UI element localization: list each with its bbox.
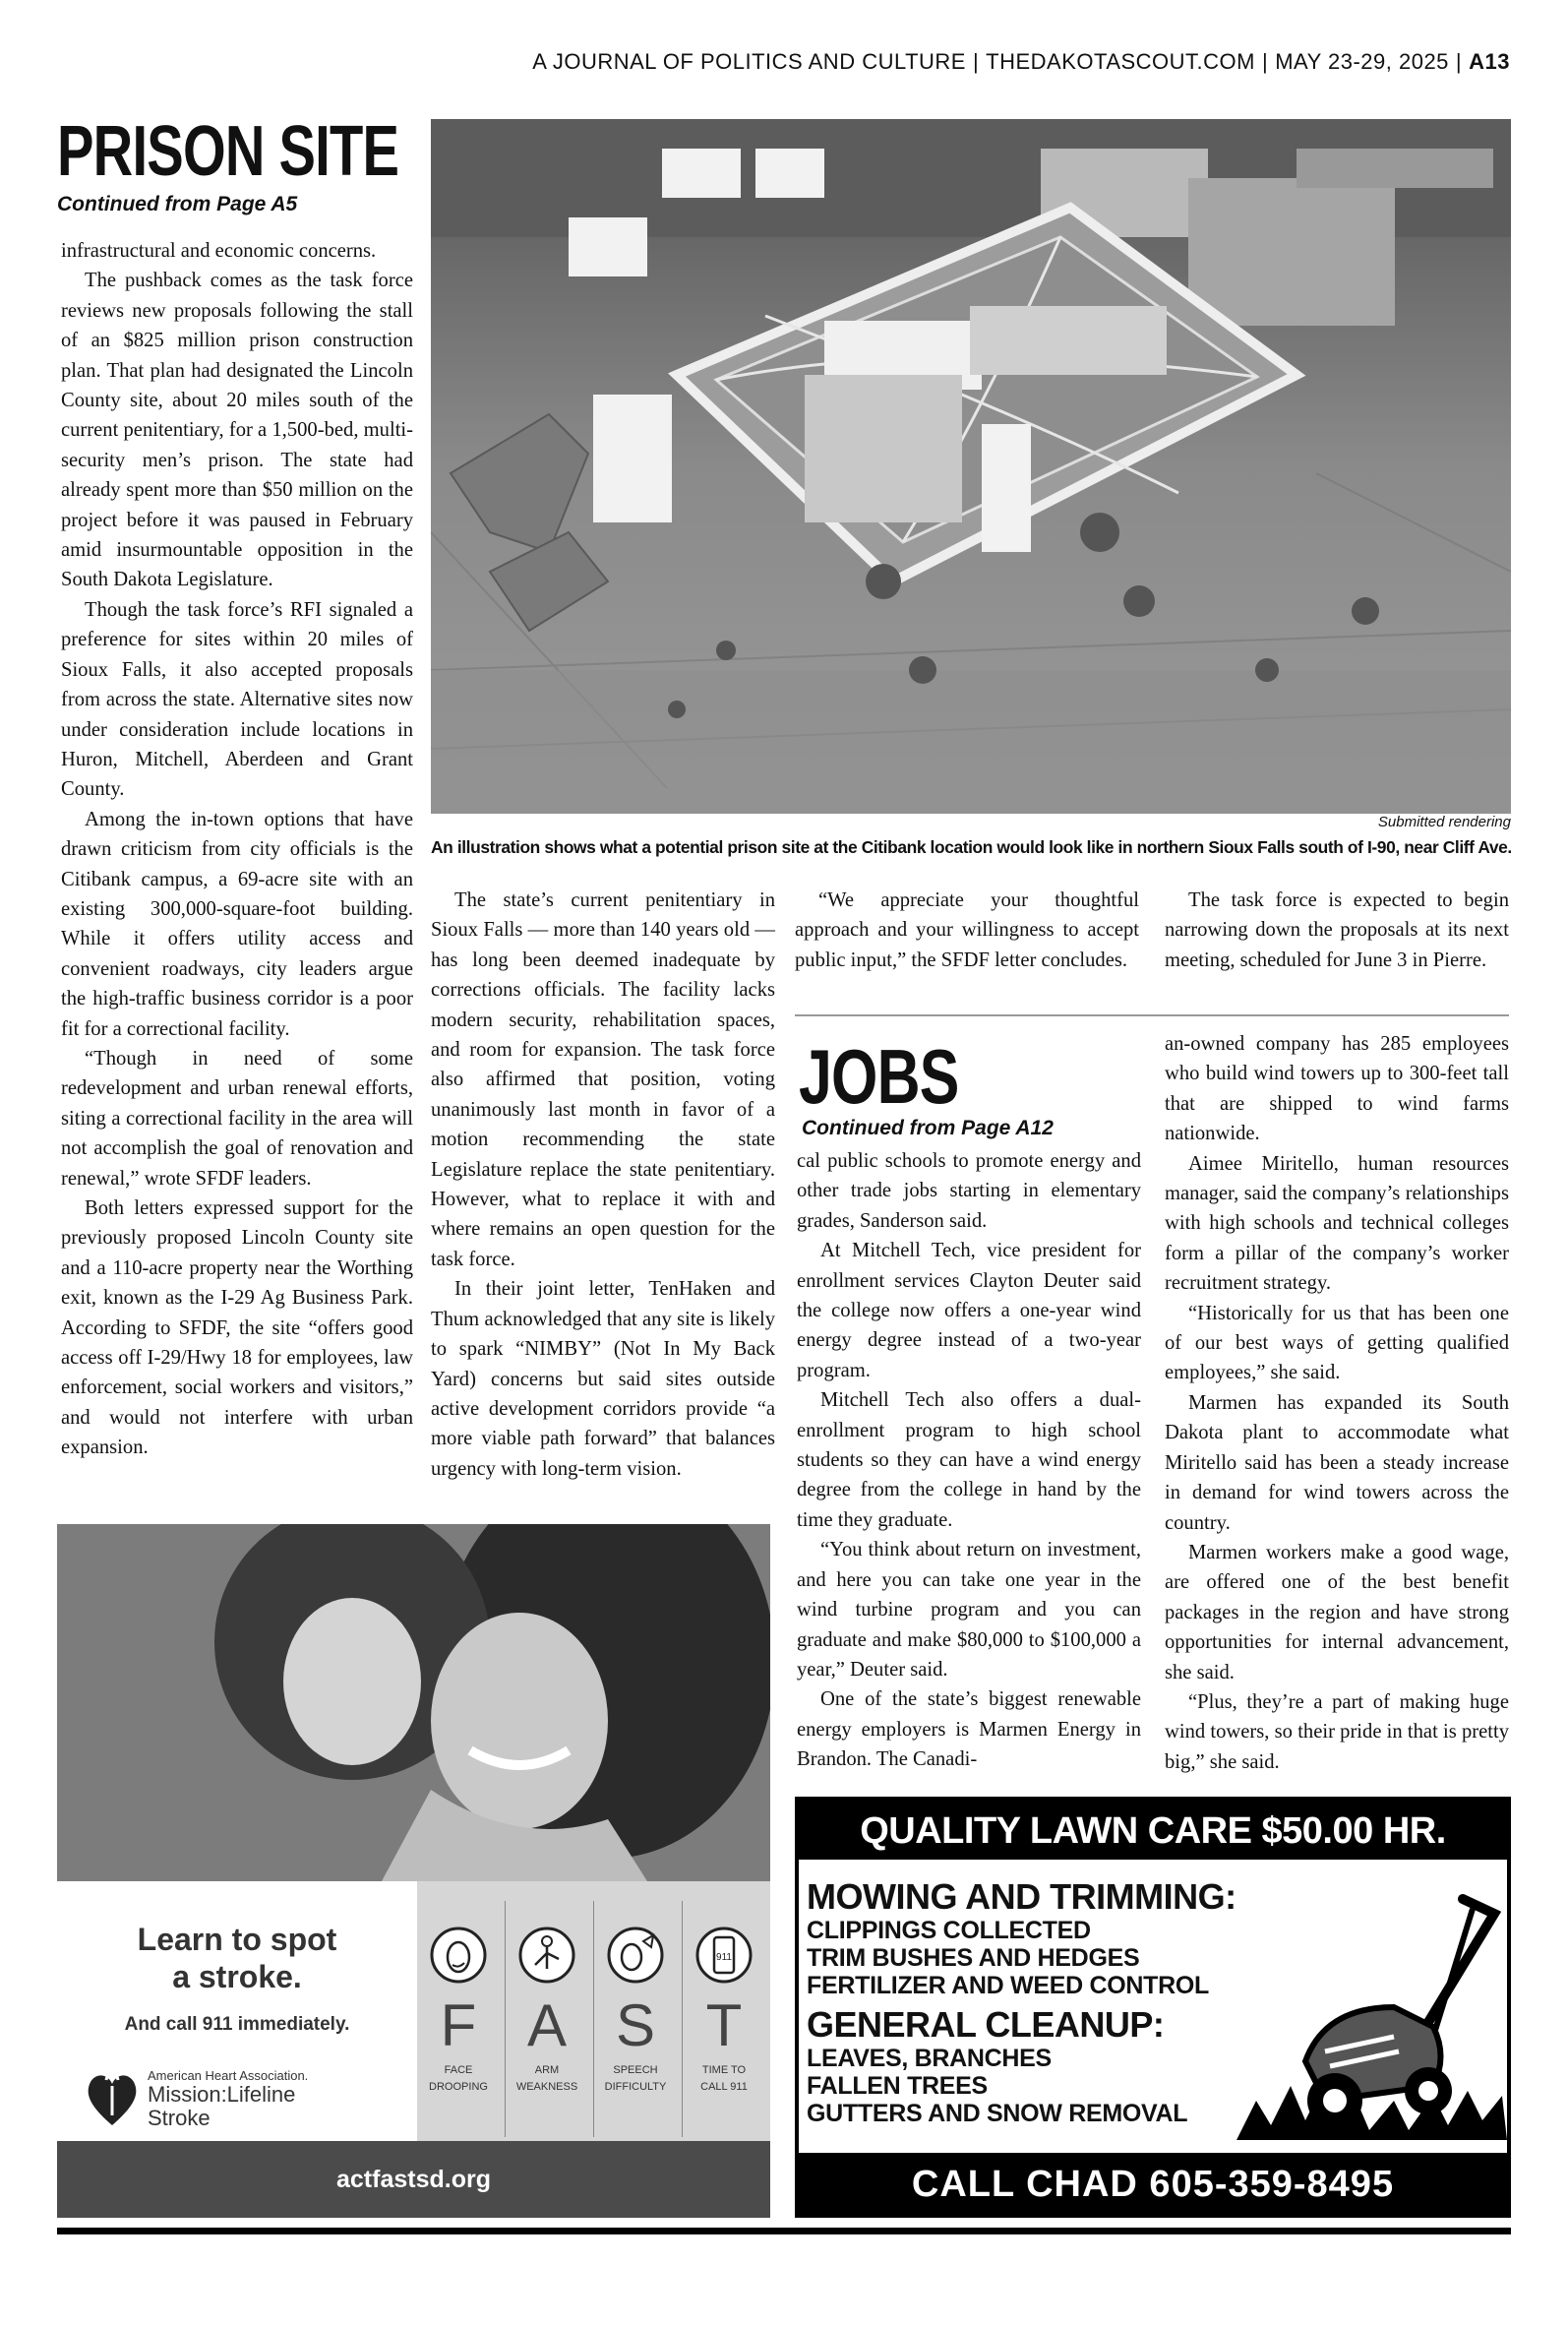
- lawn-ad-services: [807, 1877, 1236, 2127]
- paragraph: The task force is expected to begin narrowing down the proposals at its next meeting, scheduled for June 3 in Pierre.: [1165, 889, 1509, 971]
- mission-lifeline-name: Mission:Lifeline: [148, 2082, 296, 2107]
- fast-label: SPEECH: [613, 2064, 658, 2076]
- paragraph: Marmen has expanded its South Dakota plant to accommodate what Miritello said has been a steady increase in demand for wind towers across the country.: [1165, 1391, 1509, 1534]
- fast-letter: S: [615, 1992, 656, 2058]
- fast-item-a: [508, 1926, 586, 2096]
- stroke-ad-url[interactable]: actfastsd.org: [57, 2141, 770, 2218]
- paragraph: “You think about return on investment, and here you can take one year in the wind turbine program and you can graduate and make $80,000 to $100,000 a year,” Deuter said.: [797, 1539, 1141, 1681]
- fast-letter: A: [526, 1992, 568, 2058]
- fast-label: WEAKNESS: [515, 2081, 578, 2093]
- paragraph: Aimee Miritello, human resources manager, said the company’s relationships with high schools and technical colleges form a pillar of the company’s worker recruitment strategy.: [1165, 1152, 1509, 1295]
- paragraph: Mitchell Tech also offers a dual-enrollment program to high school students so they can have a wind energy degree from the college in hand by the time they graduate.: [797, 1389, 1141, 1531]
- phone-911-digits: 911: [716, 1952, 732, 1963]
- fast-label: DIFFICULTY: [604, 2081, 667, 2093]
- fast-panel: [417, 1881, 770, 2141]
- prison-column-1: [61, 236, 413, 1463]
- lawn-heading-mowing: MOWING AND TRIMMING:: [807, 1876, 1236, 1917]
- fast-item-t: [685, 1926, 763, 2096]
- lawn-service-item: FERTILIZER AND WEED CONTROL: [807, 1972, 1210, 1999]
- paragraph: Marmen workers make a good wage, are offered one of the best benefit packages in the region and have strong opportunities for internal advancement, she said.: [1165, 1541, 1509, 1683]
- lawn-mower-icon: [1236, 1889, 1507, 2155]
- speech-difficulty-icon: [606, 1926, 665, 1985]
- lawn-heading-cleanup: GENERAL CLEANUP:: [807, 2004, 1165, 2045]
- stroke-headline: Learn to spot: [137, 1922, 337, 1957]
- paragraph: The state’s current penitentiary in Sioux Falls — more than 140 years old — has long been deemed inadequate by corrections officials. The facility lacks modern security, rehabilitation spaces, and room for expansion. The task force also affirmed that position, voting unanimously last month in favor of a motion recommending the state Legislature replace the state penitentiary. However, what to replace it with and where remains an open question for the task force.: [431, 889, 775, 1270]
- paragraph: “Plus, they’re a part of making huge wind towers, so their pride in that is pretty big,” she said.: [1165, 1690, 1509, 1773]
- fast-item-f: [419, 1926, 498, 2096]
- fast-label: TIME TO: [701, 2064, 747, 2076]
- portrait-image: [57, 1524, 770, 1881]
- arm-weakness-icon: [517, 1926, 576, 1985]
- lawn-service-item: LEAVES, BRANCHES: [807, 2045, 1052, 2072]
- paragraph: Though the task force’s RFI signaled a preference for sites within 20 miles of Sioux Falls, it also accepted proposals from across the state. Alternative sites now under consideration include locations in Huron, Mitchell, Aberdeen and Grant County.: [61, 598, 413, 801]
- fast-letter: T: [705, 1992, 743, 2058]
- paragraph: “Historically for us that has been one of our best ways of getting qualified employees,” she said.: [1165, 1302, 1509, 1384]
- lawn-service-item: GUTTERS AND SNOW REMOVAL: [807, 2100, 1188, 2127]
- fast-item-s: [596, 1926, 675, 2096]
- stroke-program-name: Stroke: [148, 2106, 211, 2130]
- aha-name: American Heart Association.: [148, 2068, 309, 2083]
- face-drooping-icon: [429, 1926, 488, 1985]
- header-separator: |: [1455, 49, 1463, 74]
- photo-credit: Submitted rendering: [1377, 814, 1511, 830]
- header-separator: |: [972, 49, 980, 74]
- lawn-ad-title: QUALITY LAWN CARE $50.00 HR.: [799, 1801, 1507, 1860]
- fast-label: FACE: [444, 2064, 473, 2076]
- prison-column-2: [431, 886, 775, 1484]
- publication-tagline: A JOURNAL OF POLITICS AND CULTURE: [532, 49, 966, 74]
- fast-label: ARM: [534, 2064, 560, 2076]
- page-number: A13: [1469, 49, 1510, 74]
- paragraph: “We appreciate your thoughtful approach and your willingness to accept public input,” the SFDF letter concludes.: [795, 889, 1139, 971]
- divider: [505, 1901, 506, 2137]
- jobs-continued-line: Continued from Page A12: [802, 1117, 1054, 1139]
- prison-column-4: [1165, 886, 1509, 975]
- website-link[interactable]: THEDAKOTASCOUT.COM: [986, 49, 1255, 74]
- paragraph: At Mitchell Tech, vice president for enrollment services Clayton Deuter said the college now offers a one-year wind energy degree instead of a two-year program.: [797, 1240, 1141, 1381]
- page-bottom-rule: [57, 2228, 1511, 2234]
- fast-label: DROOPING: [429, 2081, 488, 2093]
- aerial-rendering-image: [431, 119, 1511, 814]
- fast-letter: F: [440, 1992, 477, 2058]
- jobs-column-2: [1165, 1029, 1509, 1777]
- section-divider: [795, 1014, 1509, 1016]
- divider: [593, 1901, 594, 2137]
- ad-photo-mother-daughter: [57, 1524, 770, 1881]
- jobs-column-1: [797, 1146, 1141, 1775]
- paragraph: The pushback comes as the task force reviews new proposals following the stall of an $825 million prison construction plan. That plan had designated the Lincoln County site, about 20 miles south of the current penitentiary, for a 1,500-bed, multi-security men’s prison. The state had already spent more than $50 million on the project before it was paused in February amid insurmountable opposition in the South Dakota Legislature.: [61, 270, 413, 591]
- paragraph: In their joint letter, TenHaken and Thum acknowledged that any site is likely to spark “NIMBY” (Not In My Back Yard) concerns but said sites outside active development corridors provide “a more viable path forward” that balances urgency with long-term vision.: [431, 1278, 775, 1480]
- paragraph: an-owned company has 285 employees who build wind towers up to 300-feet tall that are shipped to wind farms nationwide.: [1165, 1033, 1509, 1145]
- paragraph: infrastructural and economic concerns.: [61, 240, 377, 262]
- paragraph: Among the in-town options that have drawn criticism from city officials is the Citibank campus, a 69-acre site with an existing 300,000-square-foot building. While it offers utility access and convenient roadways, city leaders argue the high-traffic business corridor is a poor fit for a correctional facility.: [61, 808, 413, 1040]
- header-separator: |: [1262, 49, 1269, 74]
- paragraph: Both letters expressed support for the previously proposed Lincoln County site and a 110-acre property near the Worthing exit, known as the I-29 Ag Business Park. According to SFDF, the site “offers good access off I-29/Hwy 18 for employees, law enforcement, social workers and visitors,” and would not interfere with urban expansion.: [61, 1197, 413, 1459]
- photo-caption: An illustration shows what a potential prison site at the Citibank location would look like in northern Sioux Falls south of I-90, near Cliff Ave.: [431, 837, 1512, 857]
- stroke-message-panel: [57, 1881, 417, 2141]
- lawn-ad-contact[interactable]: CALL CHAD 605-359-8495: [799, 2153, 1507, 2214]
- stroke-headline: a stroke.: [172, 1959, 302, 1994]
- heart-torch-icon: [85, 2066, 140, 2127]
- stroke-subline: And call 911 immediately.: [124, 2014, 350, 2035]
- jobs-headline: JOBS: [799, 1033, 959, 1120]
- lawn-service-item: CLIPPINGS COLLECTED: [807, 1917, 1091, 1944]
- lawn-service-item: TRIM BUSHES AND HEDGES: [807, 1944, 1140, 1972]
- paragraph: “Though in need of some redevelopment and urban renewal efforts, siting a correctional facility in the area will not accomplish the goal of renovation and renewal,” wrote SFDF leaders.: [61, 1047, 413, 1190]
- phone-911-icon: [694, 1926, 754, 1985]
- prison-headline: PRISON SITE: [57, 112, 399, 191]
- stroke-awareness-ad: [57, 1524, 770, 2218]
- prison-continued-line: Continued from Page A5: [57, 193, 298, 215]
- lawn-service-item: FALLEN TREES: [807, 2072, 988, 2100]
- page-header: [462, 49, 1510, 83]
- paragraph: One of the state’s biggest renewable energy employers is Marmen Energy in Brandon. The Canadi-: [797, 1688, 1141, 1771]
- issue-date: MAY 23-29, 2025: [1275, 49, 1449, 74]
- fast-label: CALL 911: [700, 2081, 748, 2093]
- divider: [682, 1901, 683, 2137]
- prison-column-3: [795, 886, 1139, 975]
- prison-rendering-photo: [431, 119, 1511, 814]
- paragraph: cal public schools to promote energy and other trade jobs starting in elementary grades, Sanderson said.: [797, 1150, 1141, 1232]
- lawn-care-ad: [795, 1797, 1511, 2218]
